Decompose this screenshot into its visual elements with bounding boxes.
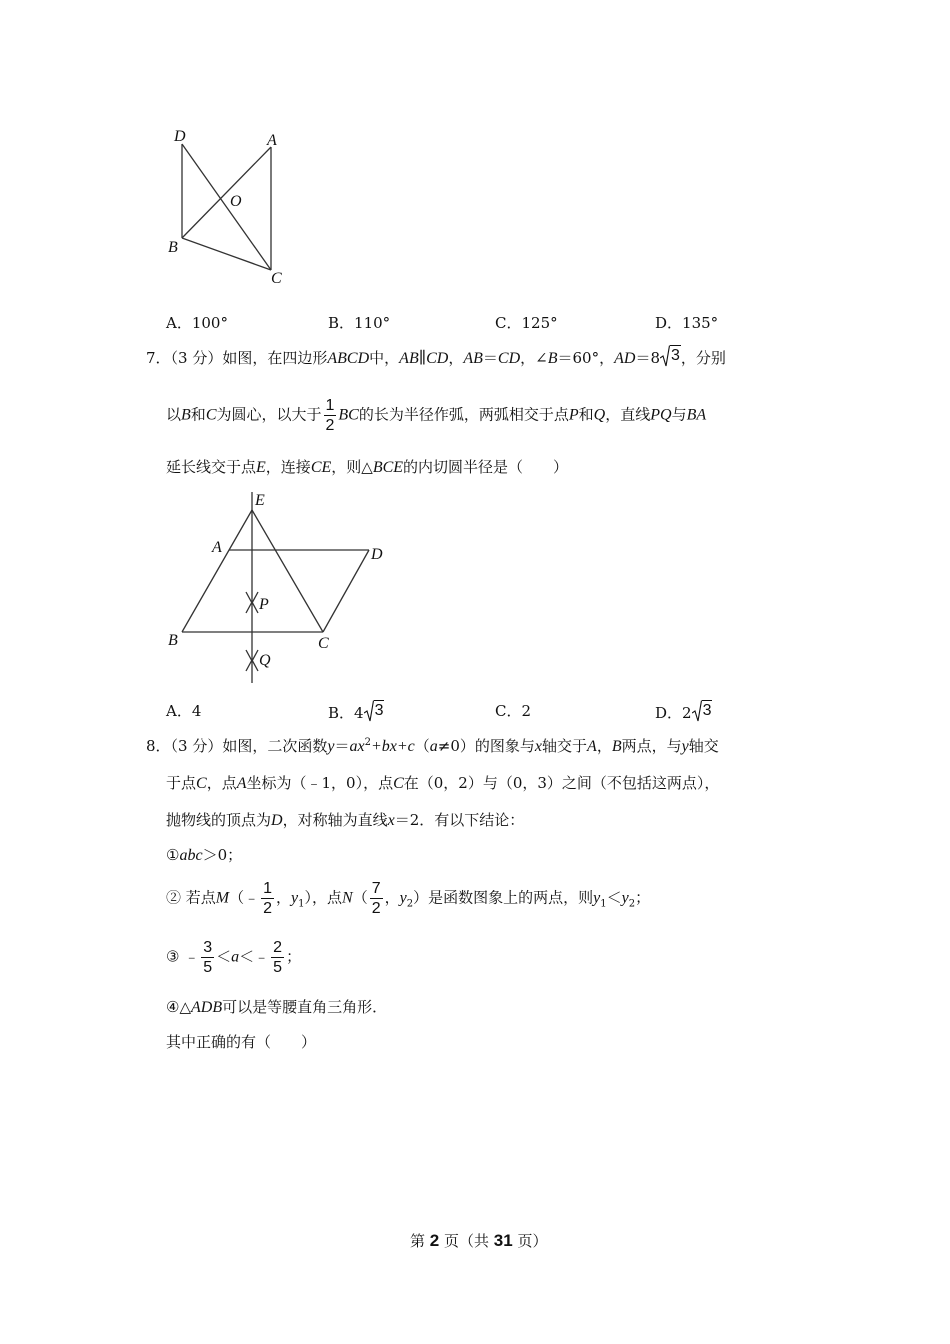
q6-option-b: B．110° bbox=[328, 314, 391, 332]
q8-conclusion-1: ①abc＞0； bbox=[166, 846, 243, 864]
label-A: A bbox=[267, 132, 277, 149]
q7-option-a: A．4 bbox=[166, 702, 202, 720]
fraction-1-2: $\frac{1}{2}$ bbox=[263, 880, 273, 917]
q8-line-2: 于点C，点A坐标为（﹣1，0），点C在（0，2）与（0，3）之间（不包括这两点）， bbox=[166, 774, 720, 792]
fraction-one-half: $\frac{1}{2}$ bbox=[325, 397, 335, 434]
segment-CE bbox=[252, 510, 323, 632]
label-B: B bbox=[168, 239, 178, 256]
label-E: E bbox=[255, 492, 265, 509]
label-B: B bbox=[168, 632, 178, 649]
segment-DC bbox=[182, 144, 271, 270]
q7-option-b: B．4 3 bbox=[328, 702, 384, 722]
q7-line-1: 7．（3 分）如图，在四边形ABCD中，AB∥CD，AB＝CD，∠B＝60°，AD＝8 3 ，分别 bbox=[146, 347, 726, 367]
q8-line-1: 8．（3 分）如图，二次函数$y=ax^2+bx+c(a\ne 0)$的图象与x轴交于A，B两点，与y轴交 bbox=[146, 737, 719, 755]
q8-line-3: 抛物线的顶点为D，对称轴为直线x＝2．有以下结论： bbox=[166, 811, 525, 829]
label-D: D bbox=[174, 128, 186, 145]
sqrt-3: 3 bbox=[660, 345, 681, 367]
sqrt-3: 3 bbox=[692, 700, 713, 722]
sqrt-3: 3 bbox=[364, 700, 385, 722]
fraction-2-5: $\frac{2}{5}$ bbox=[273, 939, 283, 976]
segment-CD bbox=[323, 550, 369, 632]
total-pages: 31 bbox=[493, 1231, 513, 1250]
label-A: A bbox=[212, 539, 222, 556]
q8-conclusion-3: ③ ﹣ $\frac{3}{5}$ ＜a＜﹣ $\frac{2}{5}$ ； bbox=[166, 939, 302, 976]
label-P: P bbox=[259, 596, 269, 613]
label-O: O bbox=[230, 193, 242, 210]
label-D: D bbox=[371, 546, 383, 563]
page-number: 2 bbox=[429, 1231, 440, 1250]
figure-quadrilateral-2 bbox=[160, 485, 400, 690]
segment-BC bbox=[182, 238, 271, 270]
q7-option-c: C．2 bbox=[495, 702, 532, 720]
q6-option-a: A．100° bbox=[166, 314, 228, 332]
label-Q: Q bbox=[259, 652, 271, 669]
q8-conclusion-4: ④△ADB可以是等腰直角三角形． bbox=[166, 998, 388, 1016]
segment-BE bbox=[182, 510, 252, 632]
fraction-7-2: $\frac{7}{2}$ bbox=[371, 880, 381, 917]
figure-quadrilateral-1 bbox=[160, 120, 300, 295]
q6-option-c: C．125° bbox=[495, 314, 558, 332]
q7-line-3: 延长线交于点E，连接CE，则△BCE的内切圆半径是（ ） bbox=[166, 458, 569, 476]
q8-question: 其中正确的有（ ） bbox=[166, 1033, 317, 1051]
q8-conclusion-2: ② 若点M（﹣ $\frac{1}{2}$ ，$y_1$），点N（ $\frac{7}{2}$ ，$y_2$）是函数图象上的两点，则$y_1<y_2$； bbox=[166, 880, 651, 917]
page-footer: 第 2 页（共 31 页） bbox=[410, 1231, 548, 1250]
label-C: C bbox=[318, 635, 329, 652]
fraction-3-5: $\frac{3}{5}$ bbox=[203, 939, 213, 976]
q7-option-d: D．2 3 bbox=[655, 702, 712, 722]
segment-BA bbox=[182, 147, 271, 238]
q6-option-d: D．135° bbox=[655, 314, 719, 332]
q7-line-2: 以B和C为圆心，以大于 $\frac{1}{2}$ BC的长为半径作弧，两弧相交于点P和Q，直线PQ与BA bbox=[166, 397, 707, 434]
label-C: C bbox=[271, 270, 282, 287]
